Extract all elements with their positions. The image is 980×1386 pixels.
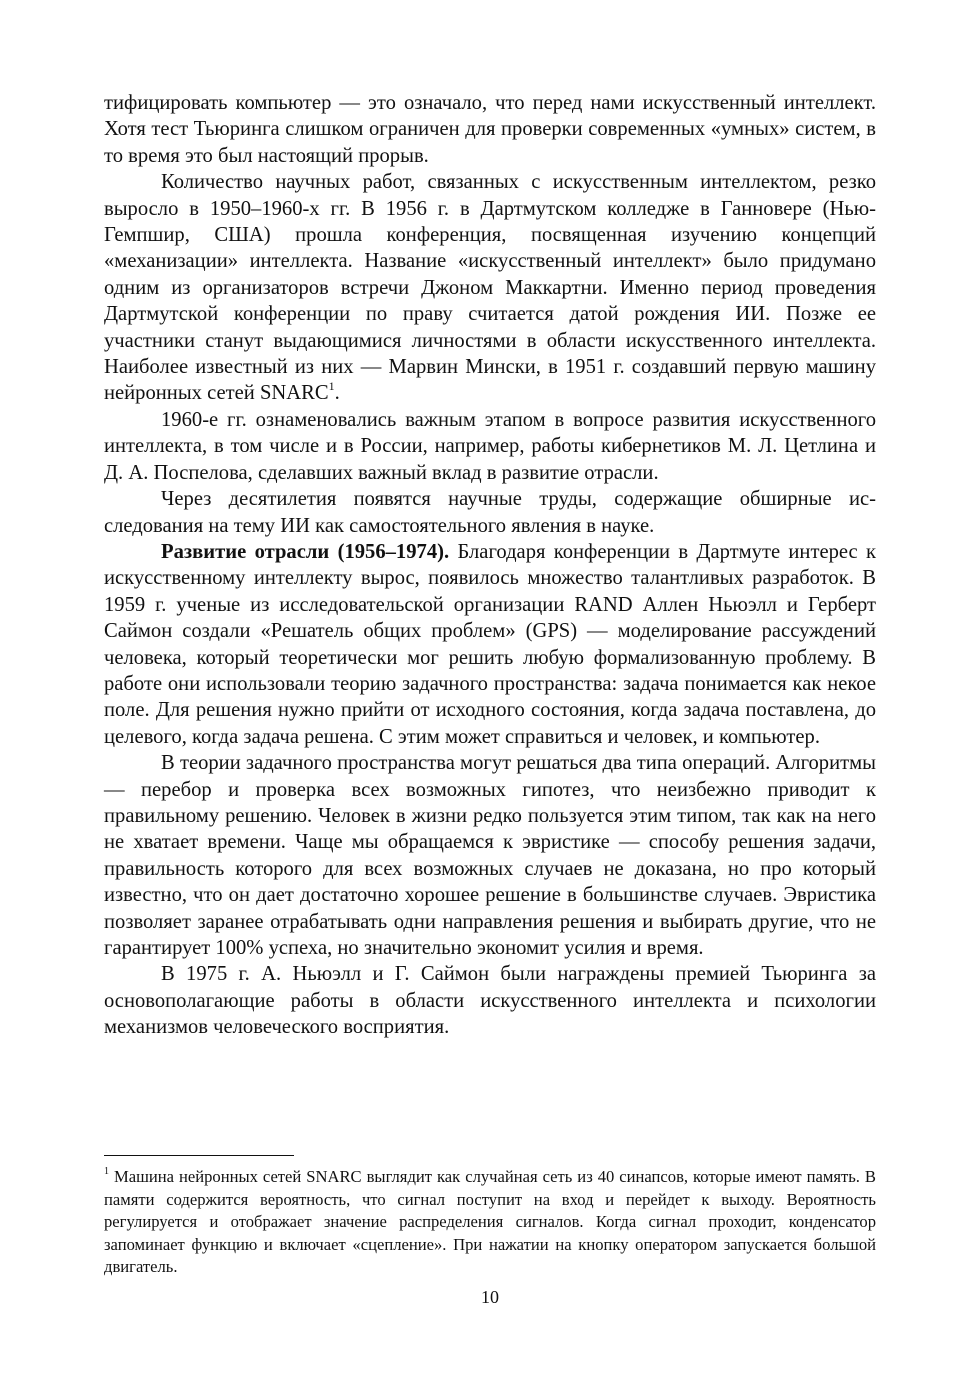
paragraph-development <box>104 539 876 750</box>
page-number: 10 <box>481 1287 499 1307</box>
paragraph-decades: Через десятилетия появятся научные труды, содержащие обширные исследования на тему ИИ как самостоятельного явления в науке. <box>104 488 876 537</box>
paragraph-task-space: В теории задачного пространства могут решаться два типа операций. Алгоритмы — перебор и проверка всех возможных гипотез, что неизбежно приводит к правильному решению. Человек в жизни редко пользуется этим типом, так как на него не хватает времени. Чаще мы обращаемся к эвристике — способу решения задачи, правильность которого для всех возможных случаев не доказана, но про который известно, что он дает достаточно хорошее решение в большинстве случаев. Эвристика позволяет заранее отрабатывать одни направления решения и выбирать другие, что не гарантирует 100% успеха, но значительно экономит усилия и время. <box>104 752 876 959</box>
paragraph-turing-award: В 1975 г. А. Ньюэлл и Г. Саймон были награждены премией Тьюринга за основополагающие работы в области искусственного интеллекта и психологии механизмов человеческого восприятия. <box>104 963 876 1039</box>
footnote <box>104 1166 876 1279</box>
footnote-reference: 1 <box>328 378 335 393</box>
section-heading: Развитие отрасли (1956–1974). <box>161 540 450 563</box>
paragraph-development-text: Благодаря конференции в Дартмуте интерес к искусственному интеллекту вырос, появилось множество талантливых разработок. В 1959 г. ученые из исследовательской организации RAND Аллен Ньюэлл и Герберт Саймон создали «Решатель общих проблем» (GPS) — моделирование рассуждений человека, который теоретически мог решить любую формализованную проблему. В работе они использовали теорию задачного пространства: задача понимается как некое поле. Для решения нужно прийти от исходного состояния, когда задача поставлена, до целевого, когда задача решена. С этим может справиться и человек, и компьютер. <box>104 540 877 748</box>
paragraph-1960s: 1960-е гг. ознаменовались важным этапом в вопросе развития искусственного интеллекта, в том числе и в России, например, работы кибернетиков М. Л. Цетлина и Д. А. Поспелова, сделавших важный вклад в развитие отрасли. <box>104 408 876 484</box>
footnote-text: Машина нейронных сетей SNARC выглядит как случайная сеть из 40 синапсов, которые имеют память. В памяти содержится вероятность, что сигнал поступит на вход и перейдет к выходу. Вероятность регулируется и отображает значение распределения сигналов. Когда сигнал проходит, конденсатор запоминает функцию и включает «сцепление». При нажатии на кнопку оператором запускается большой двигатель. <box>104 1167 876 1277</box>
page-body <box>104 90 876 1041</box>
paragraph-dartmouth: Количество научных работ, связанных с искусственным интеллектом, резко выросло в 1950–1960-х гг. В 1956 г. в Дартмутском колледже в Ганновере (Нью-Гемпшир, США) прошла конференция, посвященная изучению концепций «механизации» интеллекта. Название «искусственный интеллект» было придумано одним из организаторов встречи Джоном Маккартни. Именно период проведения Дартмутской конференции по праву считается датой рождения ИИ. Позже ее участники станут выдающимися личностями в области искусственного интеллекта. Наиболее известный из них — Марвин Мински, в 1951 г. создавший первую машину нейронных сетей SNARC$^1$. <box>104 171 876 405</box>
paragraph-continuation: тифицировать компьютер — это означало, что перед нами искусственный интеллект. Хотя тест Тьюринга слишком ограничен для проверки современных «умных» систем, в то время это был настоящий прорыв. <box>104 92 876 167</box>
footnote-marker: 1 <box>104 1166 109 1178</box>
paragraph-dartmouth-text: Количество научных работ, связанных с искусственным интеллектом, резко выросло в 1950–1960-х гг. В 1956 г. в Дартмутском колледже в Ганновере (Нью-Гемпшир, США) прошла конференция, посвященная изучению концепций «механизации» интеллекта. Название «искусственный интеллект» было придумано одним из организаторов встречи Джоном Маккартни. Именно период проведения Дартмутской конференции по праву считается датой рождения ИИ. Позже ее участники станут выдающимися личностями в области искусственного интеллекта. Наиболее известный из них — Марвин Мински, в 1951 г. создавший первую машину нейронных сетей SNARC <box>104 171 876 405</box>
footnote-divider <box>104 1155 294 1156</box>
